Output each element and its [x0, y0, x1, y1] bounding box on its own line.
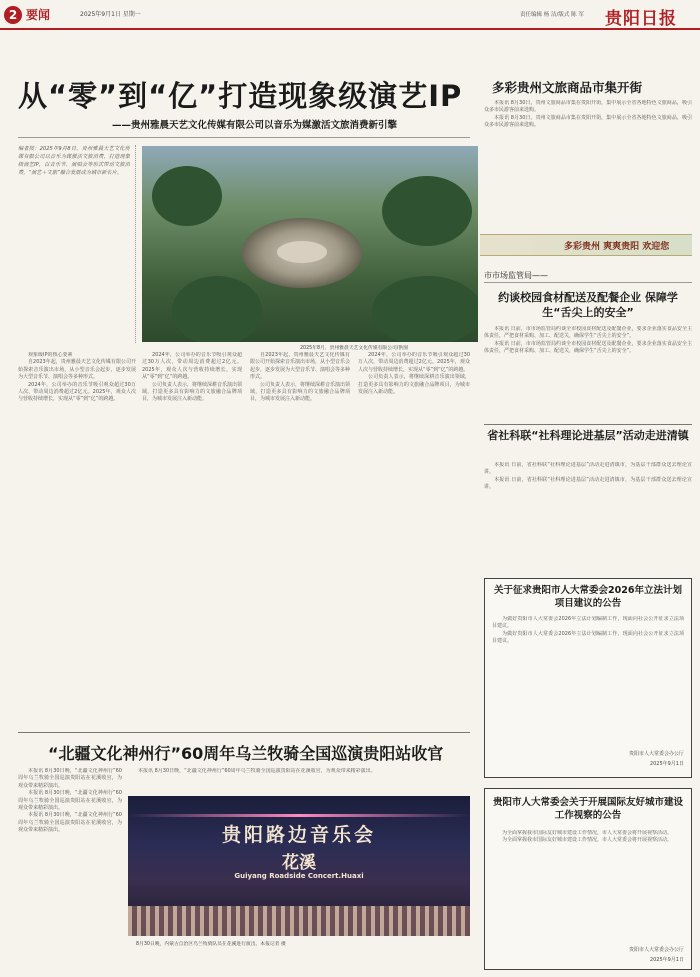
- body-para: 为做好贵阳市人大常委会2026年立法计划编制工作，现面向社会公开征求立法项目建议。: [492, 630, 684, 645]
- body-para: 本报讯 8月30日晚，“北疆文化神州行”60周年乌兰牧骑全国巡演贵阳站在花溪收官，为观众带来精彩演出。: [18, 790, 122, 812]
- section-name: 要闻: [26, 8, 51, 22]
- stage-text-sub: 花溪: [282, 853, 316, 873]
- masthead: [0, 0, 700, 30]
- editors-credit: 责任编辑 杨 洁/版式 陈 军: [520, 12, 584, 18]
- right-top-body: [484, 100, 692, 230]
- lead-body-col3: [250, 352, 350, 728]
- stage-text-en: Guiyang Roadside Concert.Huaxi: [234, 872, 364, 880]
- body-para: 本报讯 8月30日晚，“北疆文化神州行”60周年乌兰牧骑全国巡演贵阳站在花溪收官，为观众带来精彩演出。: [138, 768, 376, 774]
- right-third-title: 省社科联“社科理论进基层”活动走进清镇: [487, 429, 689, 442]
- body-para: 本报讯 8月30日晚，“北疆文化神州行”60周年乌兰牧骑全国巡演贵阳站在花溪收官，为观众带来精彩演出。: [18, 812, 122, 834]
- lead-headline: 从“零”到“亿”打造现象级演艺IP: [18, 79, 463, 113]
- lead-body-col2: [142, 352, 242, 728]
- lead-body-col1: [18, 352, 136, 728]
- notice-inspection-body: [492, 830, 684, 934]
- right-mid-title: 约谈校园食材配送及配餐企业 保障学生“舌尖上的安全”: [498, 291, 678, 319]
- body-para: 本报讯 8月30日晚，“北疆文化神州行”60周年乌兰牧骑全国巡演贵阳站在花溪收官，为观众带来精彩演出。: [18, 768, 122, 789]
- divider: [18, 137, 470, 138]
- body-para: 本报讯 8月30日，贵州文旅商品市集在贵阳开街，集中展示全省各地特色文旅商品，吸引众多市民游客前来选购。: [484, 100, 692, 114]
- body-para: 2024年，公司举办的音乐节吸引观众超过30万人次，带动周边消费超过2亿元。2025年，观众人次与营收持续增长，实现从“零”到“亿”的跨越。: [358, 352, 470, 373]
- lower-headline: “北疆文化神州行”60周年乌兰牧骑全国巡演贵阳站收官: [48, 744, 444, 763]
- body-para: 自2023年起，贵州雅晨天艺文化传媒有限公司开始探索音乐演出市场，从小型音乐会起步，逐步发展为大型音乐节、演唱会等多种形式。: [250, 352, 350, 381]
- notice-legislation-date: 2025年9月1日: [649, 761, 684, 767]
- notice-inspection-date: 2025年9月1日: [649, 957, 684, 963]
- body-para: 公司负责人表示，将继续深耕音乐演出领域，打造更多具有影响力的文旅融合品牌项目，为城市发展注入新动能。: [142, 381, 242, 403]
- dancers: [128, 906, 470, 936]
- stage: [277, 241, 327, 263]
- editor-note-text: 编者按：2025年9月8日，贵州雅晨天艺文化传媒有限公司以音乐为媒激活文旅消费，打造现象级演艺IP，以音乐节、演唱会等形式带动文旅消费，“演艺＋文旅”融合发展成为城市新名片。: [18, 146, 130, 176]
- lower-body-col1: [18, 768, 122, 964]
- body-para: 为全面掌握我市国际友好城市建设工作情况，市人大常委会将开展视察活动。: [502, 830, 673, 836]
- divider: [484, 424, 692, 425]
- notice-legislation-body: [492, 616, 684, 736]
- lead-photo: [142, 146, 478, 342]
- lead-body-col4: [358, 352, 470, 728]
- tree-cluster: [172, 276, 262, 342]
- body-para: 自2023年起，贵州雅晨天艺文化传媒有限公司开始探索音乐演出市场，从小型音乐会起步，逐步发展为大型音乐节、演唱会等多种形式。: [18, 359, 136, 381]
- lead-photo-caption: 2025年8月，贵州雅晨天艺文化传媒有限公司/供图: [300, 346, 409, 351]
- body-para: 本报讯 日前，省社科联“社科理论进基层”活动走进清镇市，为基层干部群众送去理论宣讲。: [484, 476, 692, 491]
- stage-light: [128, 814, 470, 817]
- page-number: 2: [4, 6, 22, 24]
- tree-cluster: [152, 166, 222, 226]
- body-para: 为全面掌握我市国际友好城市建设工作情况，市人大常委会将开展视察活动。: [502, 837, 673, 844]
- right-mid-body: [484, 326, 692, 420]
- stage-text: 贵阳路边音乐会: [221, 824, 376, 846]
- body-para: 本报讯 日前，省社科联“社科理论进基层”活动走进清镇市，为基层干部群众送去理论宣讲。: [484, 462, 692, 476]
- tree-cluster: [382, 176, 472, 246]
- body-para: 本报讯 日前，市市场监管局约谈全市校园食材配送及配餐企业，要求企业落实食品安全主体责任，严把食材采购、加工、配送关，确保学生“舌尖上的安全”。: [484, 340, 692, 355]
- notice-legislation-title: 关于征求贵阳市人大常委会2026年立法计划项目建议的公告: [494, 585, 682, 609]
- lower-body-top: [128, 768, 470, 792]
- dateline: 2025年9月1日 星期一: [80, 11, 141, 18]
- tree-cluster: [372, 276, 478, 342]
- body-para: 本报讯 日前，市市场监管局约谈全市校园食材配送及配餐企业，要求企业落实食品安全主体责任，严把食材采购、加工、配送关，确保学生“舌尖上的安全”。: [484, 326, 692, 340]
- body-para: 公司负责人表示，将继续深耕音乐演出领域，打造更多具有影响力的文旅融合品牌项目，为城市发展注入新动能。: [358, 374, 470, 396]
- divider: [18, 732, 470, 733]
- paper-logo: 贵阳日报: [605, 9, 677, 29]
- body-para: 2024年，公司举办的音乐节吸引观众超过30万人次，带动周边消费超过2亿元。2025年，观众人次与营收持续增长，实现从“零”到“亿”的跨越。: [142, 352, 242, 381]
- body-para: 观象级IP的核心要素: [28, 352, 73, 358]
- notice-inspection-title: 贵阳市人大常委会关于开展国际友好城市建设工作视察的公告: [492, 797, 683, 821]
- concert-caption: 8月30日晚，内蒙古自治区乌兰牧骑队员在花溪进行演出。本报记者 摄: [136, 942, 286, 947]
- body-para: 为做好贵阳市人大常委会2026年立法计划编制工作，现面向社会公开征求立法项目建议。: [492, 616, 684, 630]
- tourism-banner-text: 多彩贵州 爽爽贵阳 欢迎您: [564, 242, 670, 252]
- right-top-title: 多彩贵州文旅商品市集开街: [492, 80, 643, 95]
- notice-inspection-signature: 贵阳市人大常委会办公厅: [628, 947, 684, 953]
- concert-photo: [128, 796, 470, 936]
- right-third-body: [484, 462, 692, 562]
- lead-subheadline: ——贵州雅晨天艺文化传媒有限公司以音乐为媒激活文旅消费新引擎: [112, 120, 398, 131]
- body-para: 2024年，公司举办的音乐节吸引观众超过30万人次，带动周边消费超过2亿元。2025年，观众人次与营收持续增长，实现从“零”到“亿”的跨越。: [18, 381, 136, 403]
- divider: [484, 282, 692, 283]
- body-para: 公司负责人表示，将继续深耕音乐演出领域，打造更多具有影响力的文旅融合品牌项目，为城市发展注入新动能。: [250, 381, 350, 403]
- notice-legislation-signature: 贵阳市人大常委会办公厅: [628, 751, 684, 757]
- body-para: 本报讯 8月30日，贵州文旅商品市集在贵阳开街，集中展示全省各地特色文旅商品，吸引众多市民游客前来选购。: [484, 114, 692, 129]
- right-mid-kicker: 市市场监管局——: [484, 271, 548, 280]
- editor-note: [18, 145, 136, 343]
